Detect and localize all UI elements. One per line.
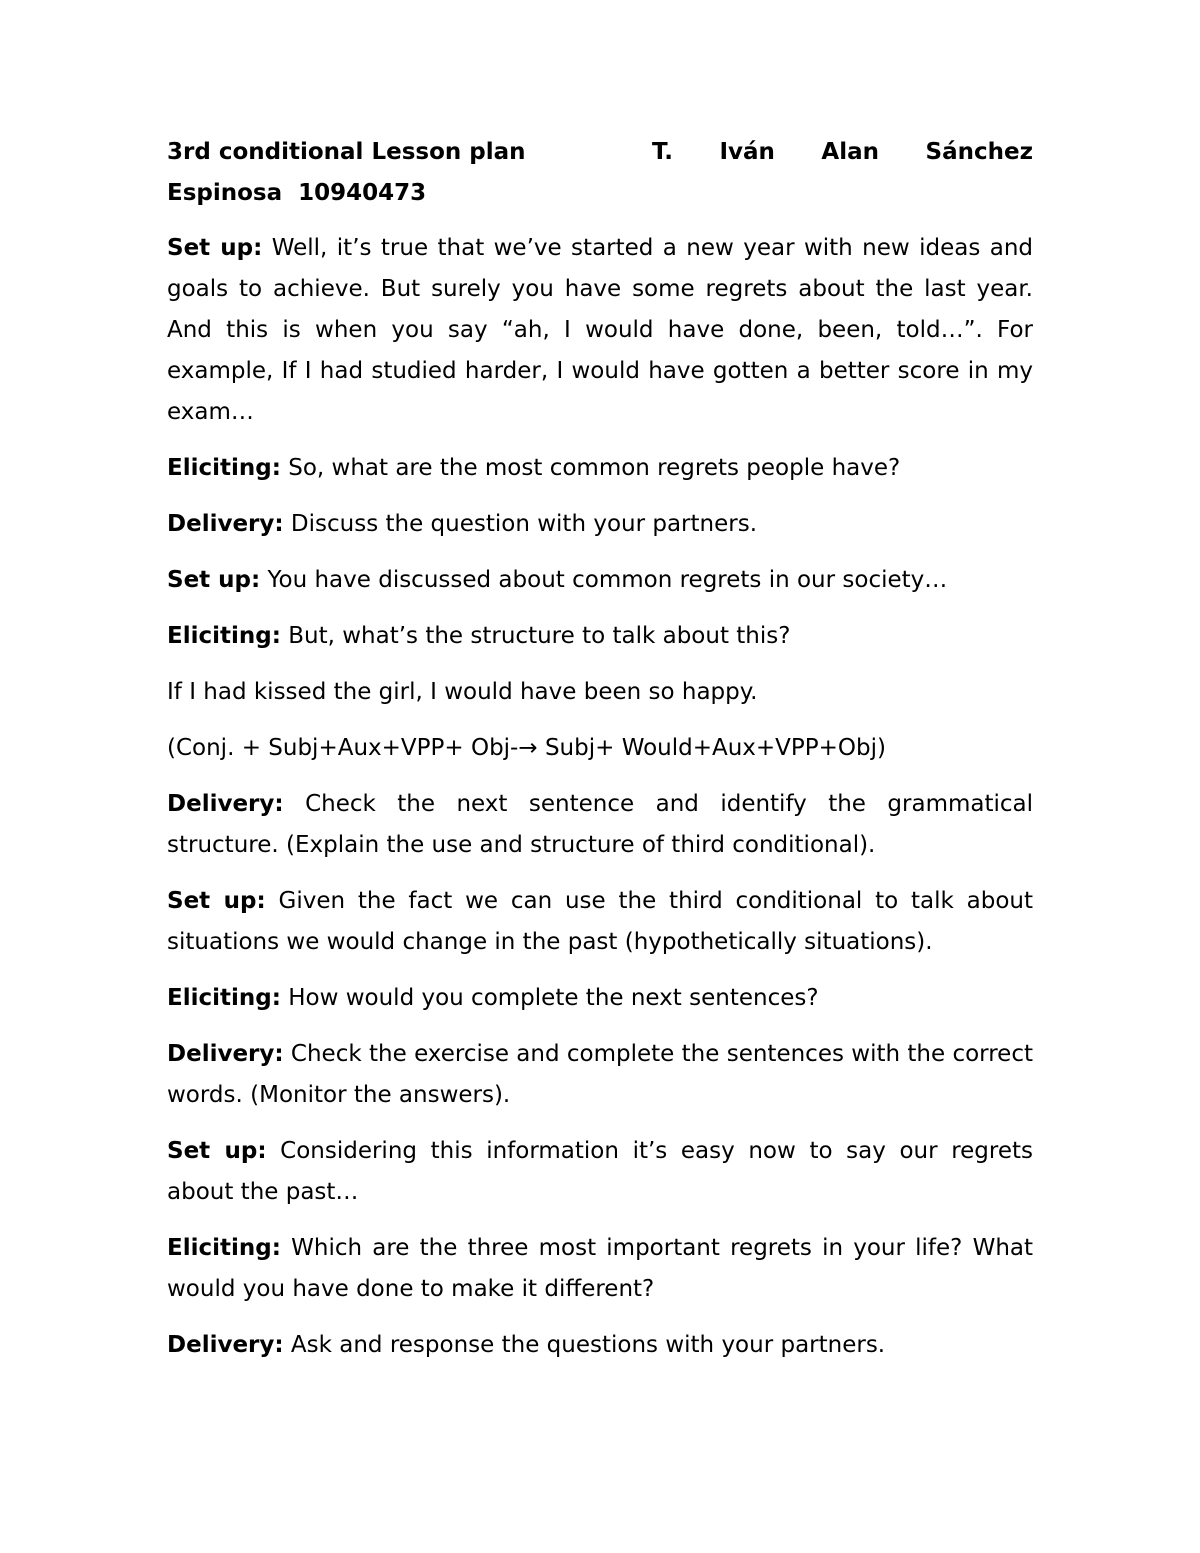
grammar-formula: (Conj. + Subj+Aux+VPP+ Obj-→ Subj+ Would+Aux+VPP+Obj) [167,735,886,761]
paragraph-eliciting-1 [167,448,1033,489]
paragraph-text: Check the exercise and complete the sentences with the correct words. (Monitor the answers). [167,1041,1033,1108]
document-header [167,132,1033,214]
paragraph-text: Well, it’s true that we’ve started a new year with new ideas and goals to achieve. But surely you have some regrets about the last year. And this is when you say “ah, I would have done, been, told…”. For example, If I had studied harder, I would have gotten a better score in my exam… [167,235,1034,425]
paragraph-setup-3 [167,881,1033,963]
paragraph-text: You have discussed about common regrets in our society… [267,567,948,593]
paragraph-label: Set up: [167,1138,267,1164]
document-page [167,132,1033,1381]
paragraph-eliciting-2 [167,616,1033,657]
paragraph-label: Eliciting: [167,455,281,481]
paragraph-label: Eliciting: [167,623,281,649]
author-name-part: T. [652,139,673,165]
paragraph-label: Set up: [167,567,261,593]
paragraph-label: Eliciting: [167,1235,281,1261]
paragraph-text: Ask and response the questions with your partners. [290,1332,886,1358]
paragraph-label: Delivery: [167,1041,284,1067]
paragraph-delivery-3 [167,1034,1033,1116]
document-title: 3rd conditional Lesson plan [167,139,526,165]
paragraph-delivery-2 [167,784,1033,866]
paragraph-label: Delivery: [167,511,284,537]
author-name-part: Alan [821,139,880,165]
paragraph-label: Eliciting: [167,985,281,1011]
author-name [652,132,1033,173]
paragraph-text: Given the fact we can use the third conditional to talk about situations we would change in the past (hypothetically situations). [167,888,1034,955]
paragraph-setup-1 [167,228,1033,433]
paragraph-label: Delivery: [167,791,284,817]
paragraph-text: How would you complete the next sentences? [288,985,819,1011]
paragraph-label: Set up: [167,888,266,914]
paragraph-delivery-1 [167,504,1033,545]
paragraph-eliciting-3 [167,978,1033,1019]
paragraph-label: Set up: [167,235,263,261]
author-name-part: Iván [719,139,775,165]
paragraph-label: Delivery: [167,1332,284,1358]
paragraph-text: But, what’s the structure to talk about this? [288,623,791,649]
paragraph-text: So, what are the most common regrets people have? [288,455,901,481]
author-surname-id: Espinosa 10940473 [167,180,427,206]
author-name-part: Sánchez [925,139,1033,165]
example-sentence: If I had kissed the girl, I would have been so happy. [167,679,758,705]
paragraph-text: Discuss the question with your partners. [290,511,758,537]
paragraph-eliciting-4 [167,1228,1033,1310]
paragraph-setup-4 [167,1131,1033,1213]
title-row [167,132,1033,173]
paragraph-text: Considering this information it’s easy now to say our regrets about the past… [167,1138,1033,1205]
paragraph-text: Which are the three most important regrets in your life? What would you have done to make it different? [167,1235,1034,1302]
paragraph-setup-2 [167,560,1033,601]
paragraph-delivery-4 [167,1325,1033,1366]
paragraph-text: Check the next sentence and identify the grammatical structure. (Explain the use and structure of third conditional). [167,791,1034,858]
